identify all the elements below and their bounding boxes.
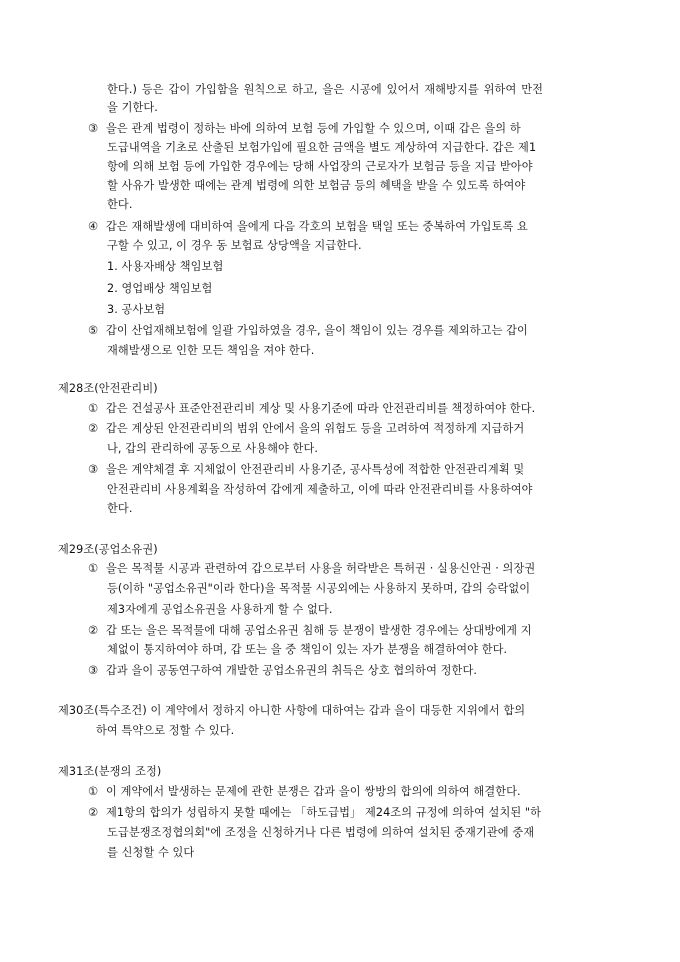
clause-text: 갑은 계상된 안전관리비의 범위 안에서 을의 위험도 등을 고려하여 적정하게 지급하거 xyxy=(106,422,525,435)
article-28-title: 제28조(안전관리비) xyxy=(58,382,158,395)
clause-text: 을은 목적물 시공과 관련하여 갑으로부터 사용을 허락받은 특허권 · 실용신안권 · 의장권 xyxy=(106,562,536,575)
clause-number: ③ xyxy=(88,664,99,677)
clause-item-2 xyxy=(88,421,524,437)
para-line: 등(이하 "공업소유권"이라 한다)을 목적물 시공외에는 사용하지 못하며, 갑의 승락없이 xyxy=(107,582,531,595)
article-31-title: 제31조(분쟁의 조정) xyxy=(58,765,162,778)
para-line: 재해발생으로 인한 모든 책임을 져야 한다. xyxy=(107,344,315,357)
para-line: 한다. xyxy=(107,198,133,211)
clause-number: ② xyxy=(88,624,99,637)
para-line: 한다. xyxy=(107,502,133,515)
clause-text: 갑과 을이 공동연구하여 개발한 공업소유권의 취득은 상호 협의하여 정한다. xyxy=(106,664,478,677)
clause-number: ① xyxy=(88,402,99,415)
clause-number: ① xyxy=(88,562,99,575)
article-30-title: 제30조(특수조건) 이 계약에서 정하지 아니한 사항에 대하여는 갑과 을이 대등한 지위에서 합의 xyxy=(58,704,526,717)
para-line: 나, 갑의 관리하에 공동으로 사용해야 한다. xyxy=(107,442,319,455)
clause-item-3 xyxy=(88,663,477,679)
para-line: 체없이 통지하여야 하며, 갑 또는 을 중 책임이 있는 자가 분쟁을 해결하여야 한다. xyxy=(107,643,508,656)
clause-number: ③ xyxy=(88,122,99,135)
article-29-title: 제29조(공업소유권) xyxy=(58,543,158,556)
clause-item-2 xyxy=(88,623,532,639)
clause-number: ① xyxy=(88,785,99,798)
clause-item-1 xyxy=(88,561,535,577)
clause-number: ⑤ xyxy=(88,324,99,337)
clause-text: 갑은 건설공사 표준안전관리비 계상 및 사용기준에 따라 안전관리비를 책정하여야 한다. xyxy=(106,402,536,415)
clause-item-5 xyxy=(88,323,528,339)
clause-item-1 xyxy=(88,401,535,417)
clause-text: 갑이 산업재해보험에 일괄 가입하였을 경우, 을이 책임이 있는 경우를 제외하고는 갑이 xyxy=(106,324,528,337)
clause-number: ③ xyxy=(88,463,99,476)
para-line: 도급내역을 기초로 산출된 보험가입에 필요한 금액을 별도 계상하여 지급한다. 갑은 제1 xyxy=(107,141,537,154)
para-line: 하여 특약으로 정할 수 있다. xyxy=(96,724,235,737)
para-line: 항에 의해 보험 등에 가입한 경우에는 당해 사업장의 근로자가 보험금 등을 지급 받아야 xyxy=(107,160,533,173)
list-item: 3. 공사보험 xyxy=(107,303,166,316)
clause-item-3 xyxy=(88,121,521,137)
clause-text: 이 계약에서 발생하는 문제에 관한 분쟁은 갑과 을이 쌍방의 합의에 의하여 해결한다. xyxy=(106,785,521,798)
para-line: 한다.) 등은 갑이 가입함을 원칙으로 하고, 을은 시공에 있어서 재해방지를 위하여 만전 xyxy=(107,83,544,96)
list-item: 2. 영업배상 책임보험 xyxy=(107,282,213,295)
para-line: 을 기한다. xyxy=(107,101,158,114)
clause-text: 갑은 재해발생에 대비하여 을에게 다음 각호의 보험을 택일 또는 중복하여 가입토록 요 xyxy=(106,220,528,233)
clause-item-3 xyxy=(88,462,524,478)
clause-number: ④ xyxy=(88,220,99,233)
clause-text: 을은 계약체결 후 지체없이 안전관리비 사용기준, 공사특성에 적합한 안전관리계획 및 xyxy=(106,463,525,476)
clause-text: 제1항의 합의가 성립하지 못할 때에는 「하도급법」 제24조의 규정에 의하여 설치된 "하 xyxy=(106,806,542,819)
para-line: 도급분쟁조정협의회"에 조정을 신청하거나 다른 법령에 의하여 설치된 중재기관에 중재 xyxy=(107,826,535,839)
para-line: 안전관리비 사용계획을 작성하여 갑에게 제출하고, 이에 따라 안전관리비를 사용하여야 xyxy=(107,483,533,496)
clause-item-4 xyxy=(88,219,528,235)
clause-number: ② xyxy=(88,422,99,435)
para-line: 할 사유가 발생한 때에는 관계 법령에 의한 보험금 등의 혜택을 받을 수 있도록 하여야 xyxy=(107,179,526,192)
para-line: 를 신청할 수 있다 xyxy=(107,846,195,859)
para-line: 구할 수 있고, 이 경우 동 보험료 상당액을 지급한다. xyxy=(107,239,362,252)
clause-text: 갑 또는 을은 목적물에 대해 공업소유권 침해 등 분쟁이 발생한 경우에는 상대방에게 지 xyxy=(106,624,532,637)
clause-item-1 xyxy=(88,784,521,800)
clause-text: 을은 관계 법령이 정하는 바에 의하여 보험 등에 가입할 수 있으며, 이때 갑은 을의 하 xyxy=(106,122,521,135)
clause-item-2 xyxy=(88,805,541,821)
clause-number: ② xyxy=(88,806,99,819)
list-item: 1. 사용자배상 책임보험 xyxy=(107,260,224,273)
para-line: 제3자에게 공업소유권을 사용하게 할 수 없다. xyxy=(107,603,333,616)
